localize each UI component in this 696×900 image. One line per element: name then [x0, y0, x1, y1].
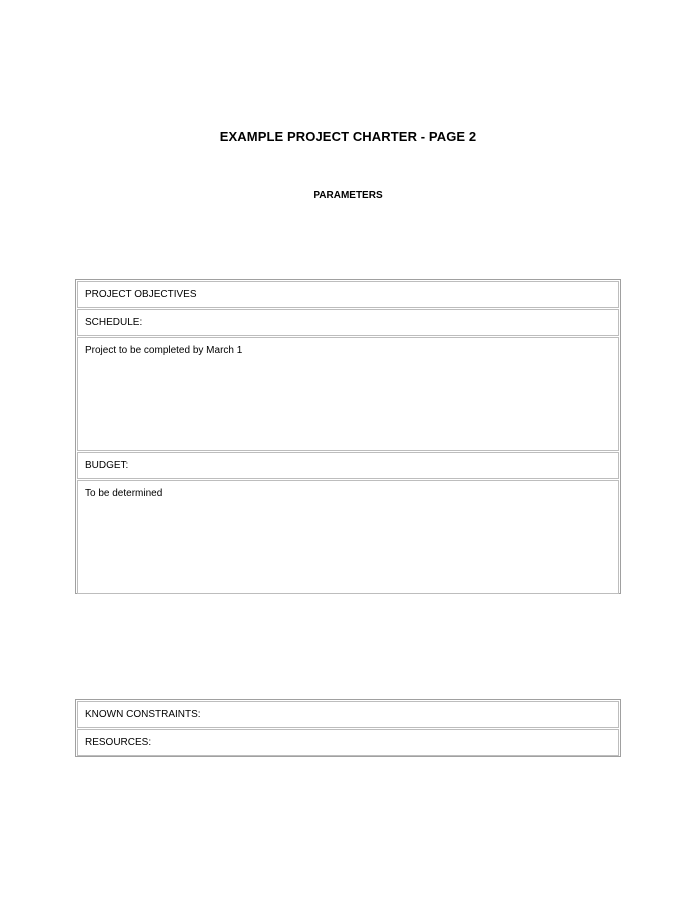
schedule-value-cell: Project to be completed by March 1 — [77, 337, 619, 451]
resources-cell: RESOURCES: — [77, 729, 619, 756]
document-title: EXAMPLE PROJECT CHARTER - PAGE 2 — [219, 129, 477, 144]
budget-value-cell: To be determined — [77, 480, 619, 594]
parameters-table — [75, 279, 621, 594]
section-heading: PARAMETERS — [313, 190, 383, 201]
budget-label-cell: BUDGET: — [77, 452, 619, 479]
schedule-label-cell: SCHEDULE: — [77, 309, 619, 336]
constraints-table — [75, 699, 621, 757]
known-constraints-cell: KNOWN CONSTRAINTS: — [77, 701, 619, 728]
project-objectives-cell: PROJECT OBJECTIVES — [77, 281, 619, 308]
